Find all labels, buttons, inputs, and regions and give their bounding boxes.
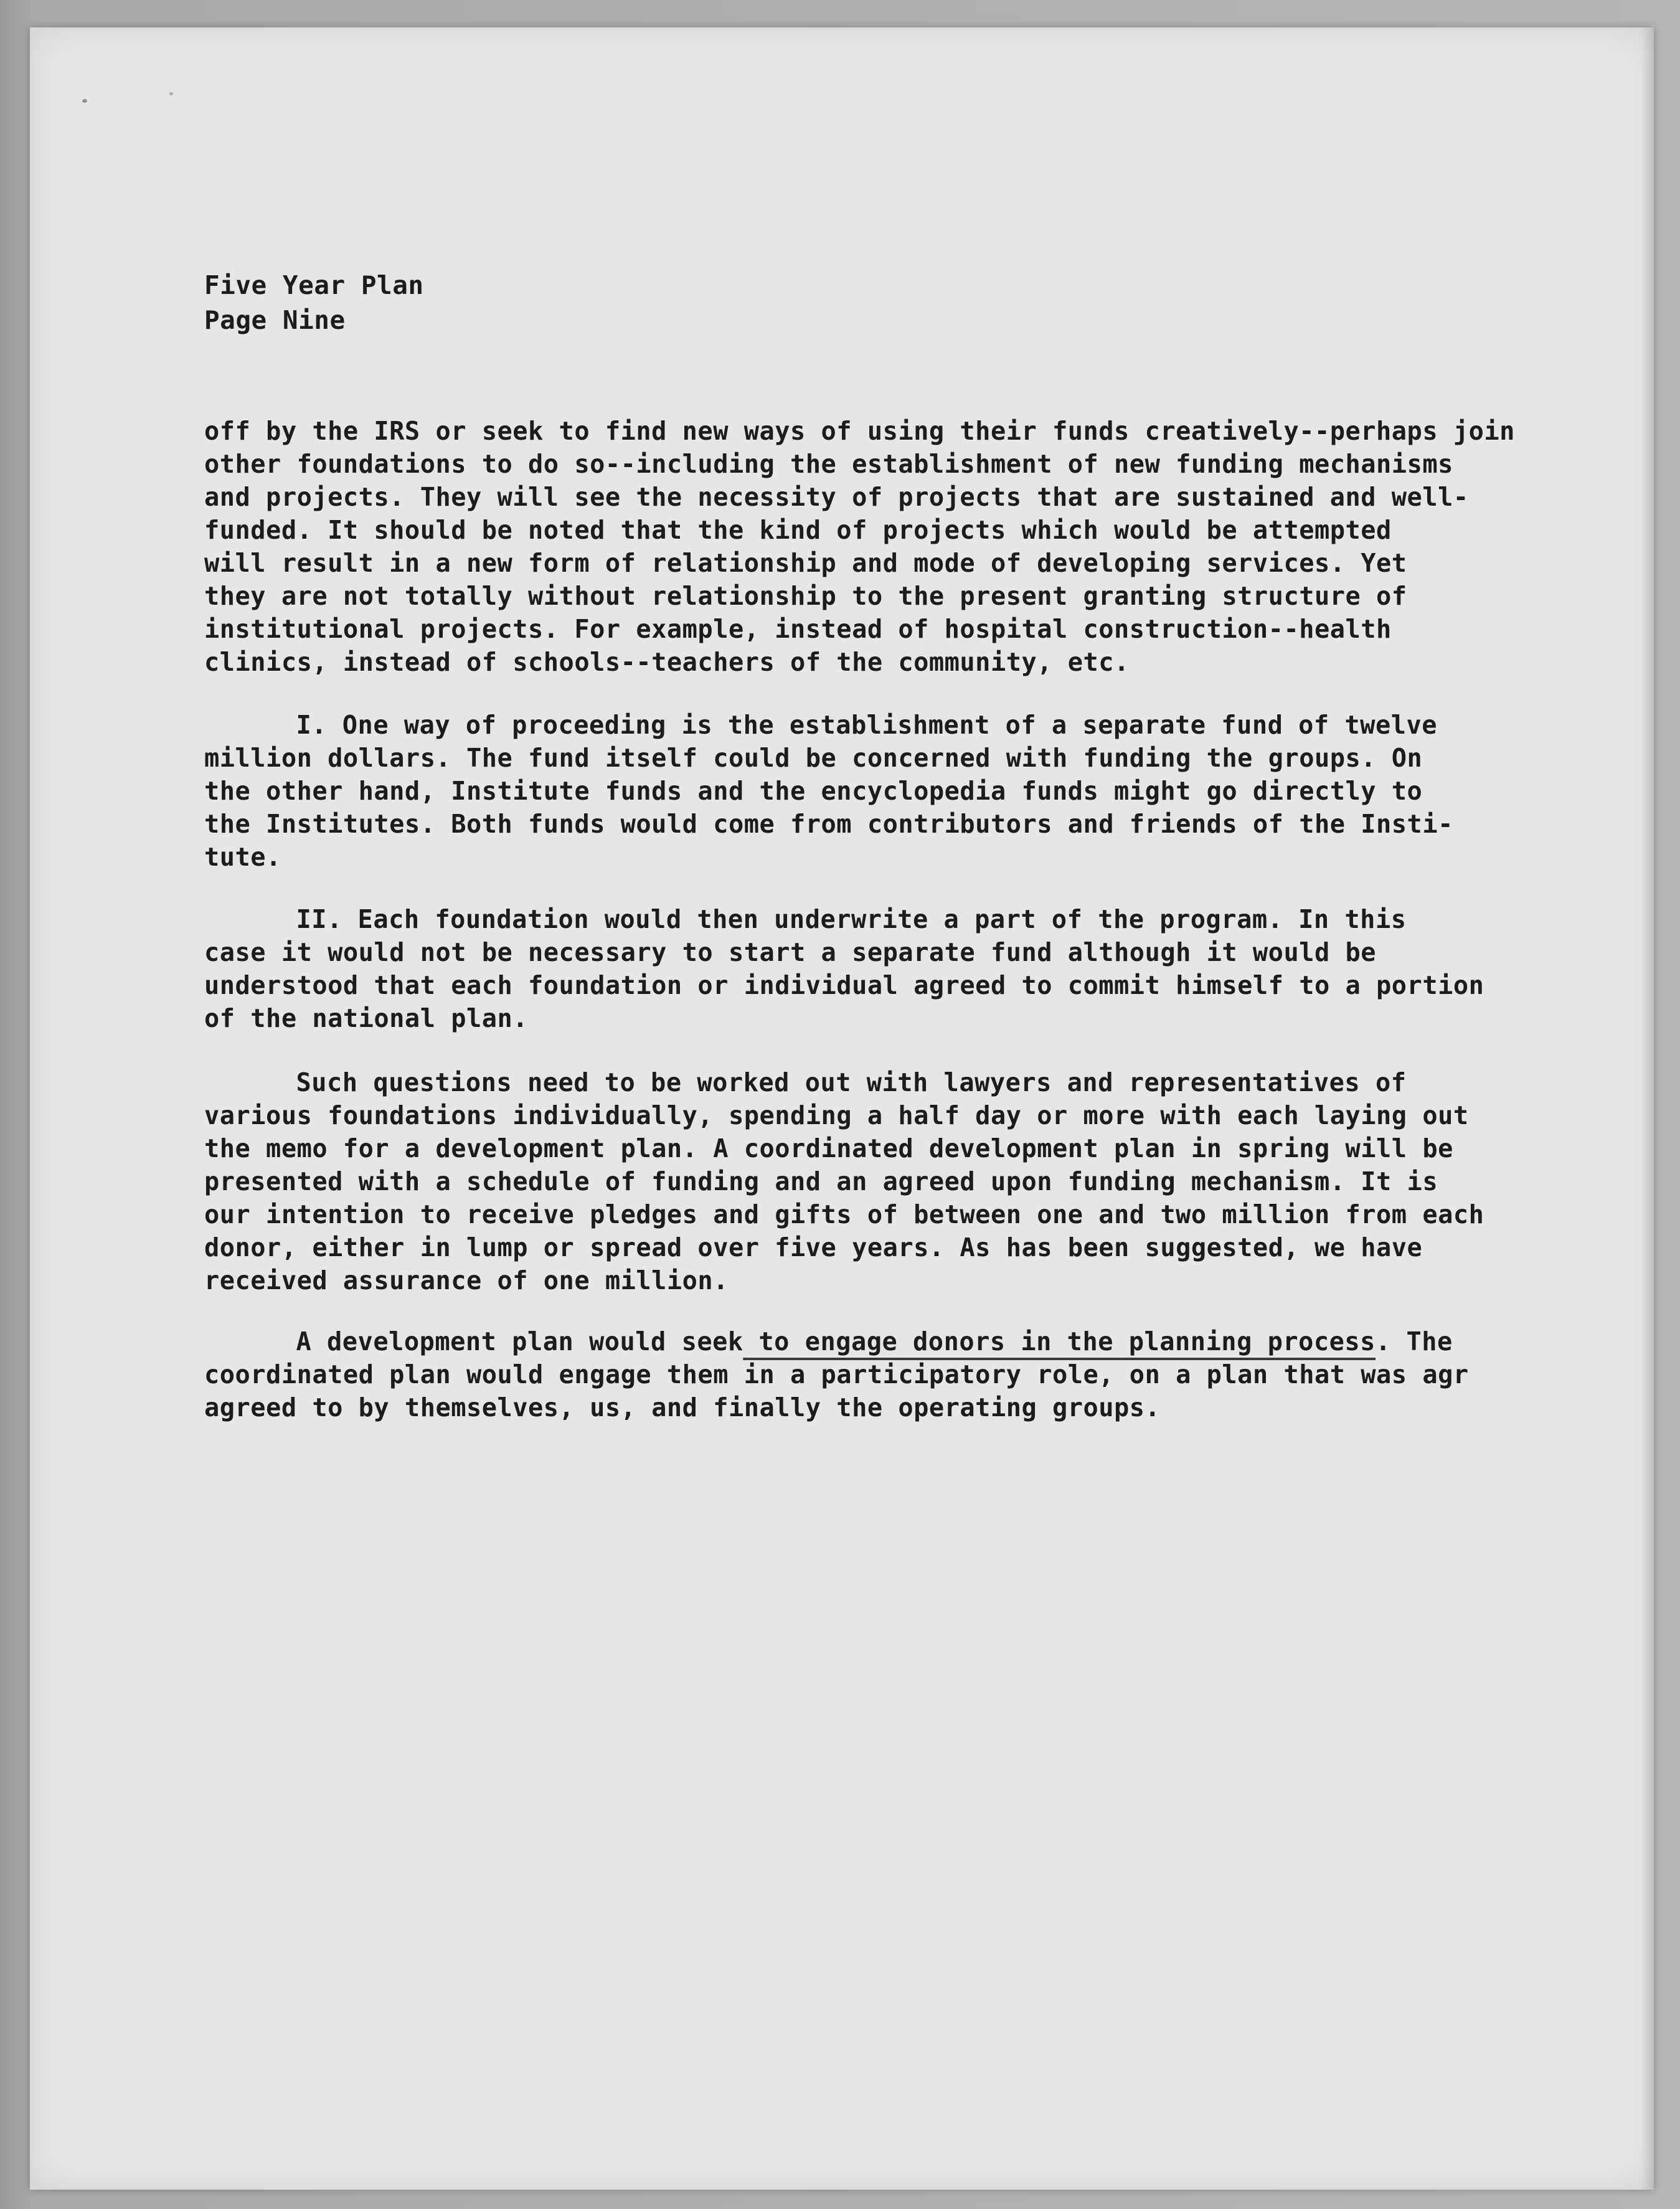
text-line: other foundations to do so--including the establishment of new funding mechanisms [204, 449, 1453, 479]
paragraph-option-two [204, 903, 1618, 1035]
text-line: of the national plan. [204, 1003, 529, 1033]
page-header [204, 268, 424, 338]
paragraph-questions [204, 1066, 1618, 1297]
text-line: million dollars. The fund itself could be concerned with funding the groups. On [204, 743, 1423, 773]
text-line: off by the IRS or seek to find new ways of using their funds creatively--perhaps join [204, 416, 1515, 446]
text-line: received assurance of one million. [204, 1265, 729, 1295]
text-line [204, 1325, 1594, 1358]
header-document-title: Five Year Plan [204, 270, 424, 300]
text-line: donor, either in lump or spread over five years. As has been suggested, we have [204, 1232, 1423, 1262]
text-line: will result in a new form of relationship and mode of developing services. Yet [204, 548, 1407, 578]
scan-speck [169, 92, 173, 95]
paragraph-development-plan [204, 1325, 1618, 1424]
text-line: presented with a schedule of funding and an agreed upon funding mechanism. It is [204, 1166, 1438, 1196]
text-line: they are not totally without relationship to the present granting structure of [204, 581, 1407, 611]
text-line: understood that each foundation or individual agreed to commit himself to a portion [204, 970, 1484, 1000]
text-segment: . The [1375, 1327, 1453, 1356]
text-segment: A development plan would seek [296, 1327, 743, 1356]
text-line: institutional projects. For example, instead of hospital construction--health [204, 614, 1392, 644]
page-edge-shadow [1641, 27, 1654, 2190]
text-line: coordinated plan would engage them in a participatory role, on a plan that was agr [204, 1360, 1469, 1389]
text-line: funded. It should be noted that the kind of projects which would be attempted [204, 515, 1392, 545]
text-line: II. Each foundation would then underwrite a part of the program. In this [296, 904, 1407, 934]
text-line: the memo for a development plan. A coordinated development plan in spring will be [204, 1133, 1453, 1163]
text-line: clinics, instead of schools--teachers of the community, etc. [204, 647, 1130, 677]
text-line: our intention to receive pledges and gifts of between one and two million from each [204, 1199, 1484, 1229]
text-line: and projects. They will see the necessity of projects that are sustained and well- [204, 482, 1469, 512]
text-line: the Institutes. Both funds would come from contributors and friends of the Insti- [204, 809, 1453, 839]
header-page-number: Page Nine [204, 305, 346, 335]
text-line: I. One way of proceeding is the establishment of a separate fund of twelve [296, 710, 1437, 740]
paragraph-option-one [204, 709, 1618, 874]
text-line: the other hand, Institute funds and the encyclopedia funds might go directly to [204, 776, 1423, 806]
text-line: Such questions need to be worked out with lawyers and representatives of [296, 1067, 1407, 1097]
text-line: various foundations individually, spending a half day or more with each laying out [204, 1100, 1469, 1130]
text-line: tute. [204, 842, 281, 872]
text-line: case it would not be necessary to start a separate fund although it would be [204, 937, 1377, 967]
scan-speck [82, 99, 87, 103]
text-line: agreed to by themselves, us, and finally the operating groups. [204, 1393, 1161, 1422]
handwritten-underline: to engage donors in the planning process [743, 1327, 1376, 1360]
paragraph-continuation [204, 415, 1618, 679]
